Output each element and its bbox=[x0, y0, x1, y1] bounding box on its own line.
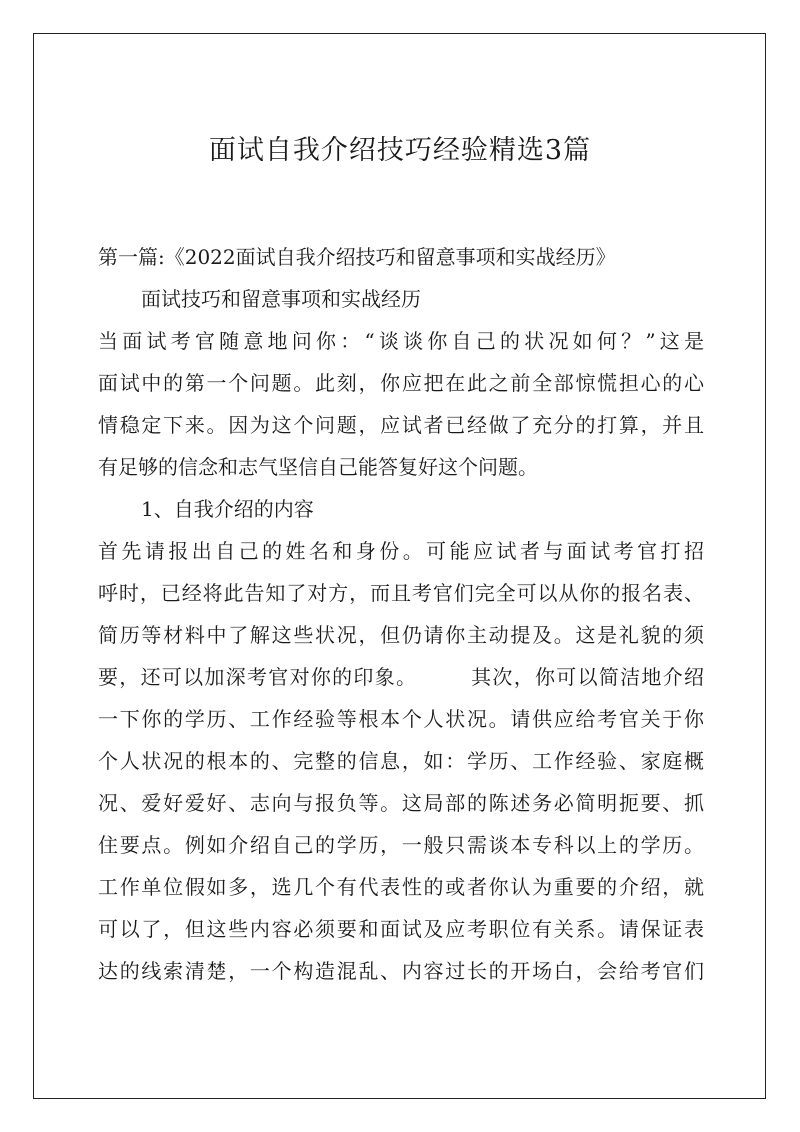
paragraph-line: 情稳定下来。因为这个问题，应试者已经做了充分的打算，并且 bbox=[98, 413, 704, 437]
paragraph-line: 个人状况的根本的、完整的信息，如：学历、工作经验、家庭概 bbox=[98, 749, 704, 773]
list-heading: 1、自我介绍的内容 bbox=[141, 497, 314, 521]
section-heading: 第一篇:《2022面试自我介绍技巧和留意事项和实战经历》 bbox=[98, 245, 616, 269]
paragraph-line: 工作单位假如多，选几个有代表性的或者你认为重要的介绍，就 bbox=[98, 875, 704, 899]
paragraph-line: 简历等材料中了解这些状况，但仍请你主动提及。这是礼貌的须 bbox=[98, 623, 704, 647]
subheading: 面试技巧和留意事项和实战经历 bbox=[141, 287, 421, 311]
paragraph-line: 达的线索清楚，一个构造混乱、内容过长的开场白，会给考官们 bbox=[98, 959, 704, 983]
paragraph-line: 住要点。例如介绍自己的学历，一般只需谈本专科以上的学历。 bbox=[98, 833, 704, 857]
paragraph-line: 况、爱好爱好、志向与报负等。这局部的陈述务必简明扼要、抓 bbox=[98, 791, 704, 815]
paragraph-line: 有足够的信念和志气坚信自己能答复好这个问题。 bbox=[98, 455, 538, 479]
paragraph-line: 首先请报出自己的姓名和身份。可能应试者与面试考官打招 bbox=[98, 539, 704, 563]
paragraph-line: 当面试考官随意地问你：“谈谈你自己的状况如何？”这是 bbox=[98, 329, 704, 353]
document-title: 面试自我介绍技巧经验精选3篇 bbox=[208, 135, 592, 166]
paragraph-line: 可以了，但这些内容必须要和面试及应考职位有关系。请保证表 bbox=[98, 917, 704, 941]
paragraph-line: 要，还可以加深考官对你的印象。 其次，你可以简洁地介绍 bbox=[98, 665, 704, 689]
paragraph-line: 面试中的第一个问题。此刻，你应把在此之前全部惊慌担心的心 bbox=[98, 371, 704, 395]
paragraph-line: 呼时，已经将此告知了对方，而且考官们完全可以从你的报名表、 bbox=[98, 581, 704, 605]
paragraph-line: 一下你的学历、工作经验等根本个人状况。请供应给考官关于你 bbox=[98, 707, 704, 731]
